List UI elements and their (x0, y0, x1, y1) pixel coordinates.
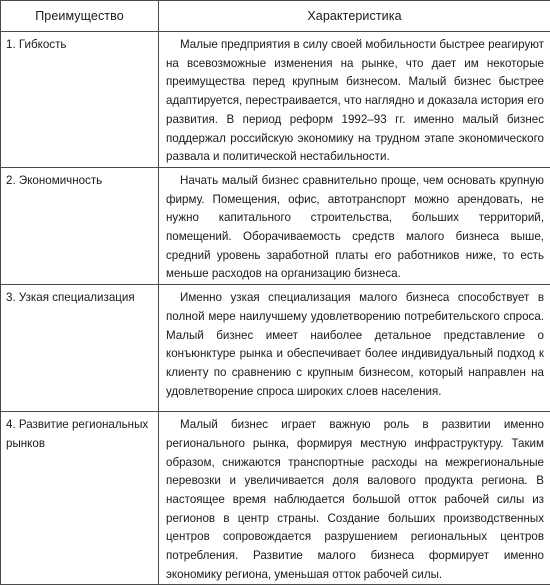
table-row (1, 285, 550, 412)
advantage-cell: 3. Узкая специализация (1, 285, 159, 412)
column-header-characteristic: Характеристика (159, 1, 550, 32)
description-cell: Малые предприятия в силу своей мобильности быстрее реагируют на всевозможные изменения на рынке, что дает им некоторые преимущества перед крупным бизнесом. Малый бизнес быстрее адаптируется, перестраивается, что наглядно и доказала история его развития. В период реформ 1992–93 гг. именно малый бизнес поддержал российскую экономику на трудном этапе экономического развала и политической нестабильности. (159, 32, 550, 168)
table-row (1, 412, 550, 585)
advantage-cell: 1. Гибкость (1, 32, 159, 168)
column-header-advantage: Преимущество (1, 1, 159, 32)
advantage-cell: 2. Экономичность (1, 167, 159, 284)
description-cell: Именно узкая специализация малого бизнеса способствует в полной мере наилучшему удовлетворению потребительского спроса. Малый бизнес имеет наиболее детальное представление о конъюнктуре рынка и обеспечивает более индивидуальный подход к клиенту по сравнению с крупным бизнесом, который направлен на удовлетворение спроса широких слоев населения. (159, 285, 550, 412)
description-cell: Начать малый бизнес сравнительно проще, чем основать крупную фирму. Помещения, офис, автотранспорт можно арендовать, не нужно капитального строительства, больших территорий, помещений. Оборачиваемость средств малого бизнеса выше, средний уровень заработной платы его работников ниже, то есть меньше расходов на организацию бизнеса. (159, 167, 550, 284)
table-row (1, 32, 550, 168)
description-cell: Малый бизнес играет важную роль в развитии именно регионального рынка, формируя местную инфраструктуру. Таким образом, снижаются транспортные расходы на межрегиональные перевозки и увеличивается доля валового продукта региона. В настоящее время наблюдается большой отток рабочей силы из регионов в центр страны. Создание больших производственных центров сопровождается разрушением региональных центров потребления. Развитие малого бизнеса формирует именно экономику региона, уменьшая отток рабочей силы. (159, 412, 550, 585)
table-header-row (1, 1, 550, 32)
table-row (1, 167, 550, 284)
advantage-cell: 4. Развитие региональных рынков (1, 412, 159, 585)
